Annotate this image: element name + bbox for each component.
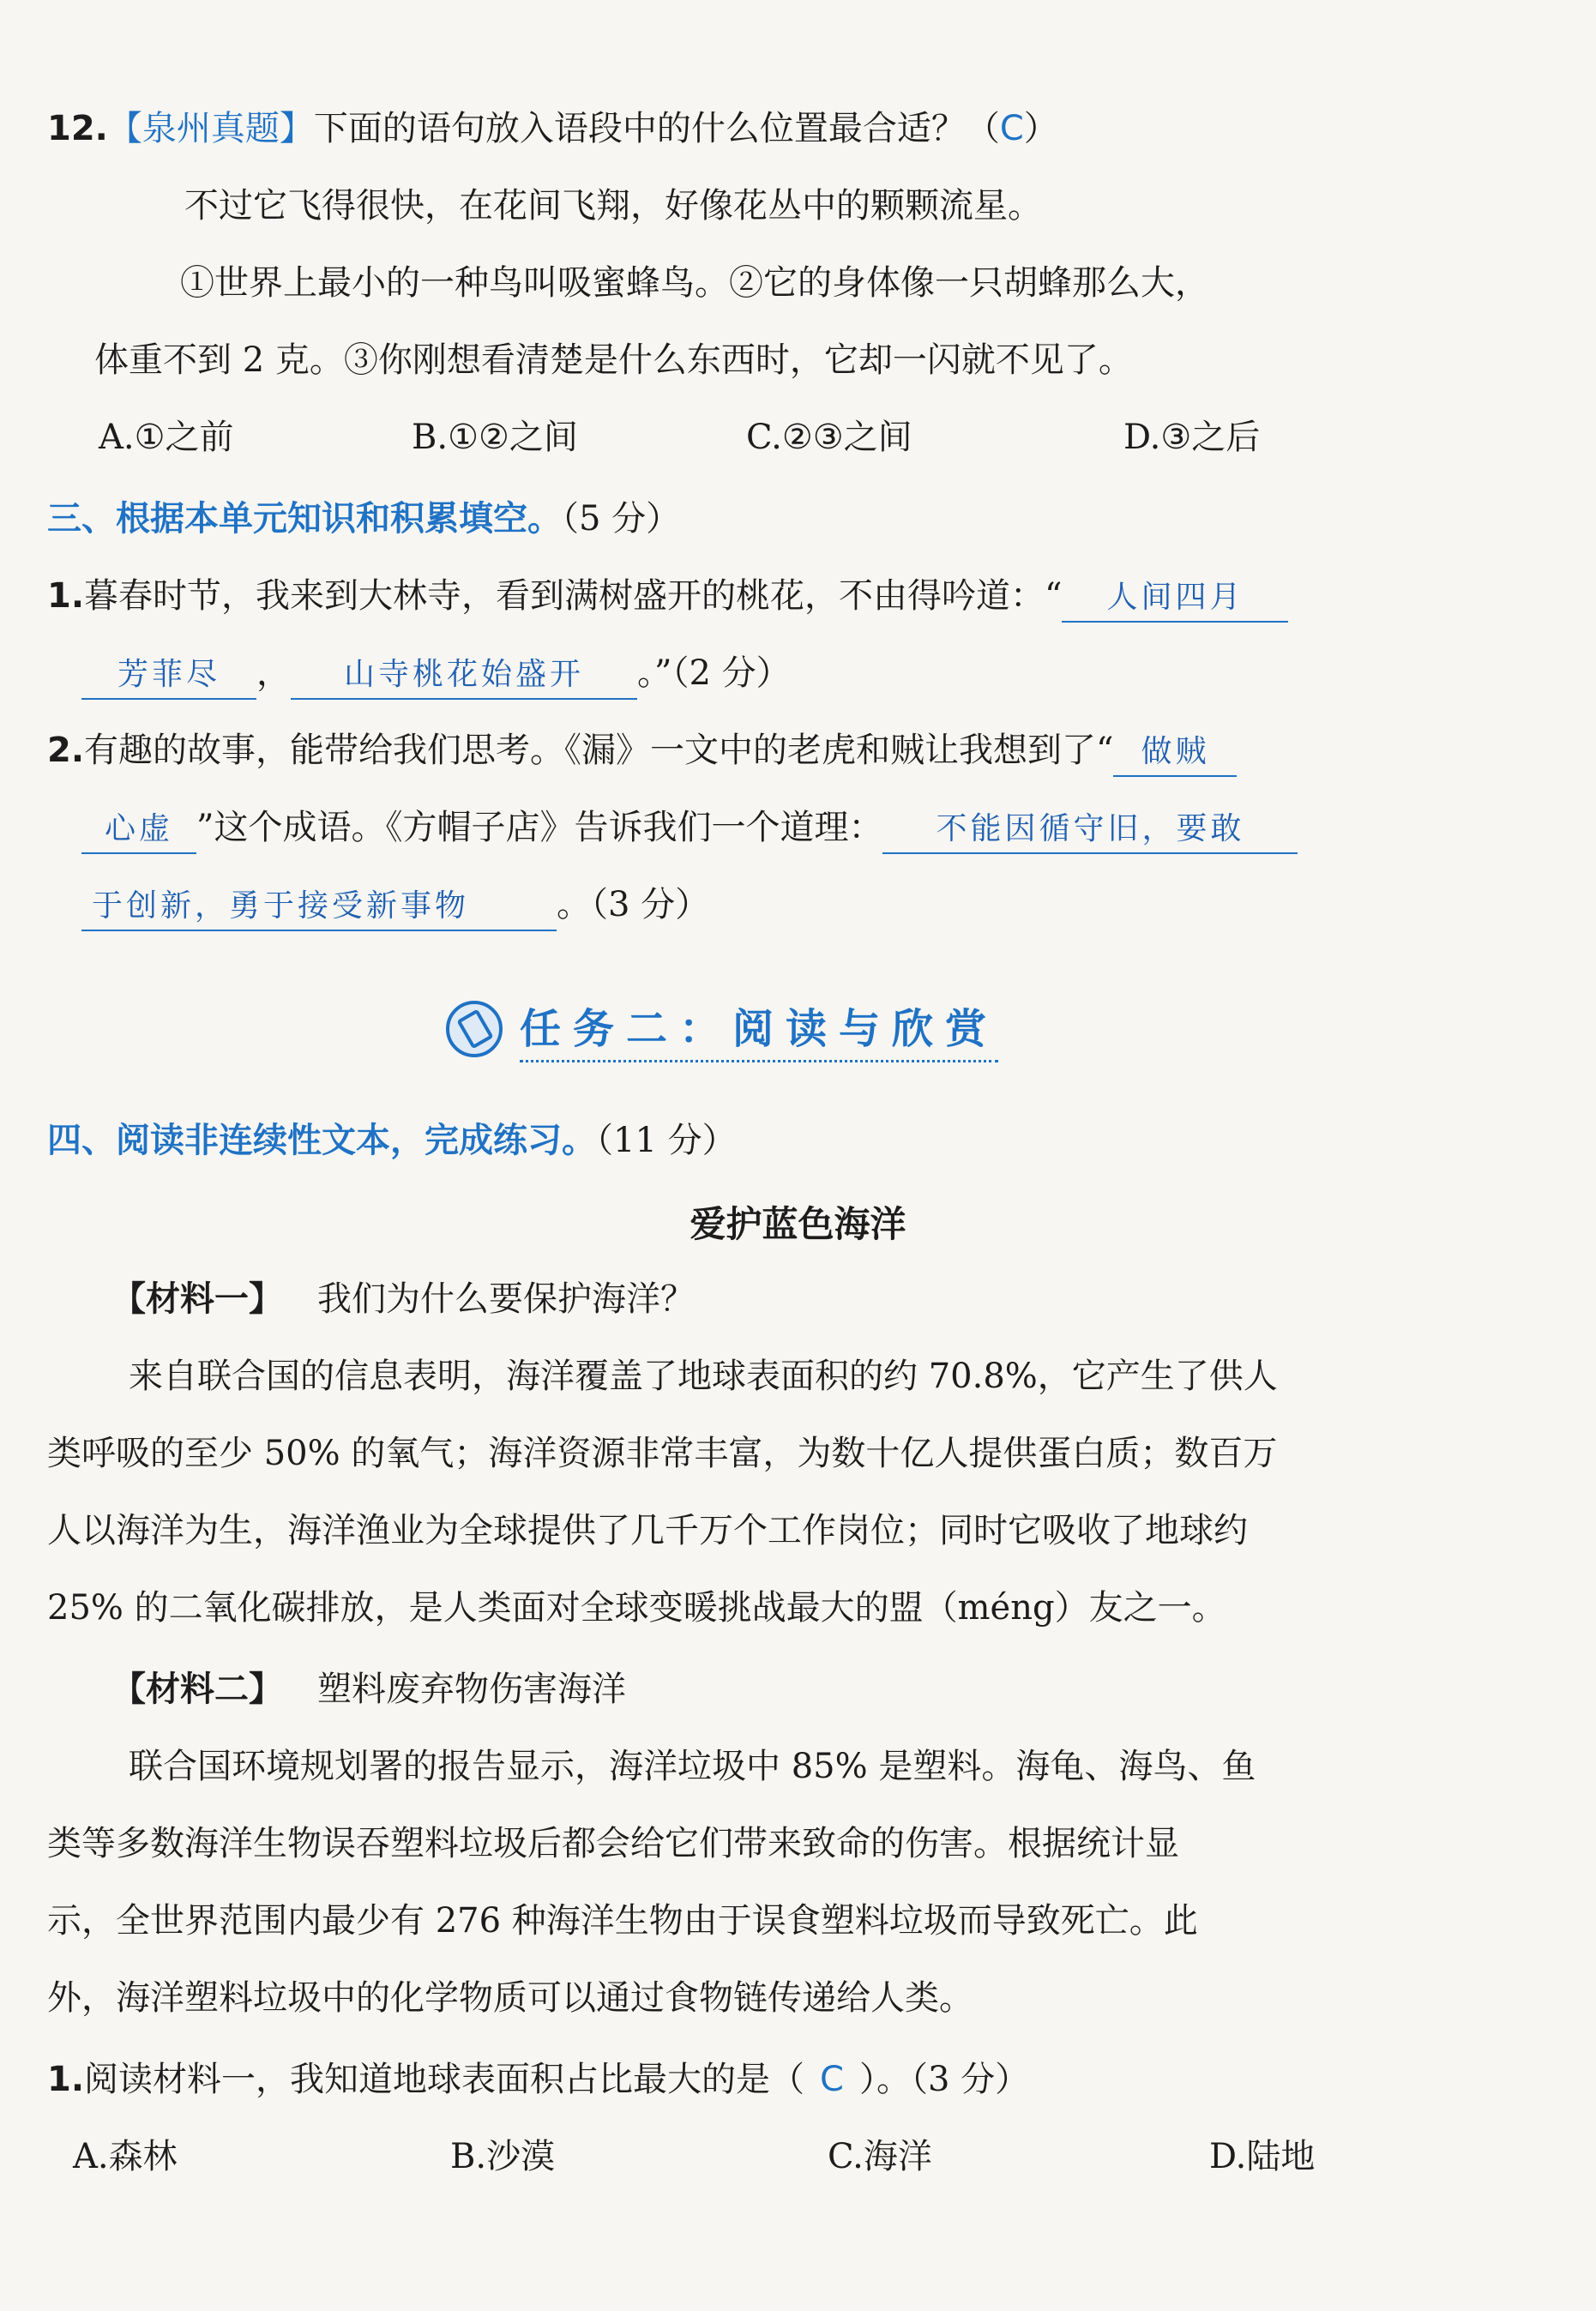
question-text: 下面的语句放入语段中的什么位置最合适？（: [313, 109, 1000, 148]
option-a: A.①之前: [99, 418, 234, 457]
task2-banner: [446, 995, 1046, 1063]
passage-line-1: ①世界上最小的一种鸟叫吸蜜蜂鸟。②它的身体像一只胡蜂那么大，: [180, 263, 1209, 303]
insert-sentence: 不过它飞得很快，在花间飞翔，好像花丛中的颗颗流星。: [184, 186, 1042, 226]
answer-mark: C: [820, 2060, 844, 2099]
answer-blank: 不能因循守旧，要敢: [882, 806, 1298, 854]
stem-close: ）: [1023, 109, 1058, 148]
section4-heading: [47, 1115, 1450, 1166]
option-a: A.森林: [73, 2137, 178, 2176]
option-c: C.②③之间: [746, 418, 912, 457]
material-label: 【材料一】: [111, 1279, 283, 1319]
option-b: B.沙漠: [450, 2137, 556, 2176]
question-text: ”这个成语。《方帽子店》告诉我们一个道理：: [196, 808, 883, 847]
s3-q2-line2: [81, 802, 1450, 854]
section-title: 三、根据本单元知识和积累填空。: [47, 499, 562, 539]
s3-q2-line3: [81, 879, 1450, 931]
task-title: 任务二：阅读与欣赏: [520, 996, 998, 1062]
m2-line2: 类等多数海洋生物误吞塑料垃圾后都会给它们带来致命的伤害。根据统计显: [47, 1824, 1179, 1863]
m1-line4: 25% 的二氧化碳排放，是人类面对全球变暖挑战最大的盟（méng）友之一。: [47, 1588, 1226, 1628]
m1-line1: 来自联合国的信息表明，海洋覆盖了地球表面积的约 70.8%，它产生了供人: [129, 1357, 1278, 1396]
telescope-icon: [446, 1001, 503, 1057]
answer-blank: 芳菲尽: [81, 652, 256, 700]
s3-q1-line1: [47, 570, 1450, 623]
m2-line4: 外，海洋塑料垃圾中的化学物质可以通过食物链传递给人类。: [47, 1978, 973, 2018]
option-c: C.海洋: [828, 2137, 932, 2176]
section3-heading: [47, 493, 1450, 545]
m1-line2: 类呼吸的至少 50% 的氧气；海洋资源非常丰富，为数十亿人提供蛋白质；数百万: [47, 1434, 1278, 1473]
question-end: ）。（3 分）: [858, 2060, 1030, 2099]
answer-blank: 于创新，勇于接受新事物: [81, 883, 557, 931]
answer-blank: 人间四月: [1062, 575, 1288, 623]
material-label: 【材料二】: [111, 1670, 283, 1709]
section-score: （5 分）: [562, 499, 681, 539]
answer-blank: 心虚: [81, 806, 196, 854]
s3-q2-line1: [47, 725, 1450, 777]
option-b: B.①②之间: [412, 418, 578, 457]
section-score: （11 分）: [596, 1121, 737, 1160]
s3-q1-line2: [81, 647, 1450, 700]
article-title: 爱护蓝色海洋: [690, 1203, 906, 1245]
s4-q1-stem: [47, 2054, 1450, 2105]
question-number: 1.: [47, 576, 85, 616]
material-subtitle: 我们为什么要保护海洋？: [317, 1279, 695, 1319]
answer-blank: 山寺桃花始盛开: [291, 652, 637, 700]
m2-line1: 联合国环境规划署的报告显示，海洋垃圾中 85% 是塑料。海龟、海鸟、鱼: [129, 1747, 1256, 1786]
option-d: D.③之后: [1123, 418, 1261, 457]
question-number: 1.: [47, 2060, 85, 2099]
answer-blank: 做贼: [1113, 729, 1237, 777]
question-text: 暮春时节，我来到大林寺，看到满树盛开的桃花，不由得吟道：“: [84, 576, 1063, 616]
material-subtitle: 塑料废弃物伤害海洋: [317, 1670, 626, 1709]
question-number: 2.: [47, 731, 85, 770]
passage-line-2: 体重不到 2 克。③你刚想看清楚是什么东西时，它却一闪就不见了。: [94, 340, 1133, 380]
material2-header: [111, 1664, 1450, 1715]
question-number: 12.: [47, 109, 108, 148]
question-text: 阅读材料一，我知道地球表面积占比最大的是（: [84, 2060, 805, 2099]
m1-line3: 人以海洋为生，海洋渔业为全球提供了几千万个工作岗位；同时它吸收了地球约: [47, 1511, 1248, 1550]
m2-line3: 示，全世界范围内最少有 276 种海洋生物由于误食塑料垃圾而导致死亡。此: [47, 1901, 1198, 1941]
question-text: 有趣的故事，能带给我们思考。《漏》一文中的老虎和贼让我想到了“: [84, 731, 1114, 770]
separator: ，: [256, 653, 291, 693]
option-d: D.陆地: [1209, 2137, 1316, 2176]
question-end: 。（3 分）: [557, 885, 710, 924]
q12-stem: [47, 103, 1450, 154]
answer-mark: C: [999, 109, 1024, 148]
source-tag: 【泉州真题】: [107, 109, 314, 148]
question-end: 。”（2 分）: [637, 653, 791, 693]
section-title: 四、阅读非连续性文本，完成练习。: [47, 1121, 596, 1160]
material1-header: [111, 1273, 1450, 1325]
